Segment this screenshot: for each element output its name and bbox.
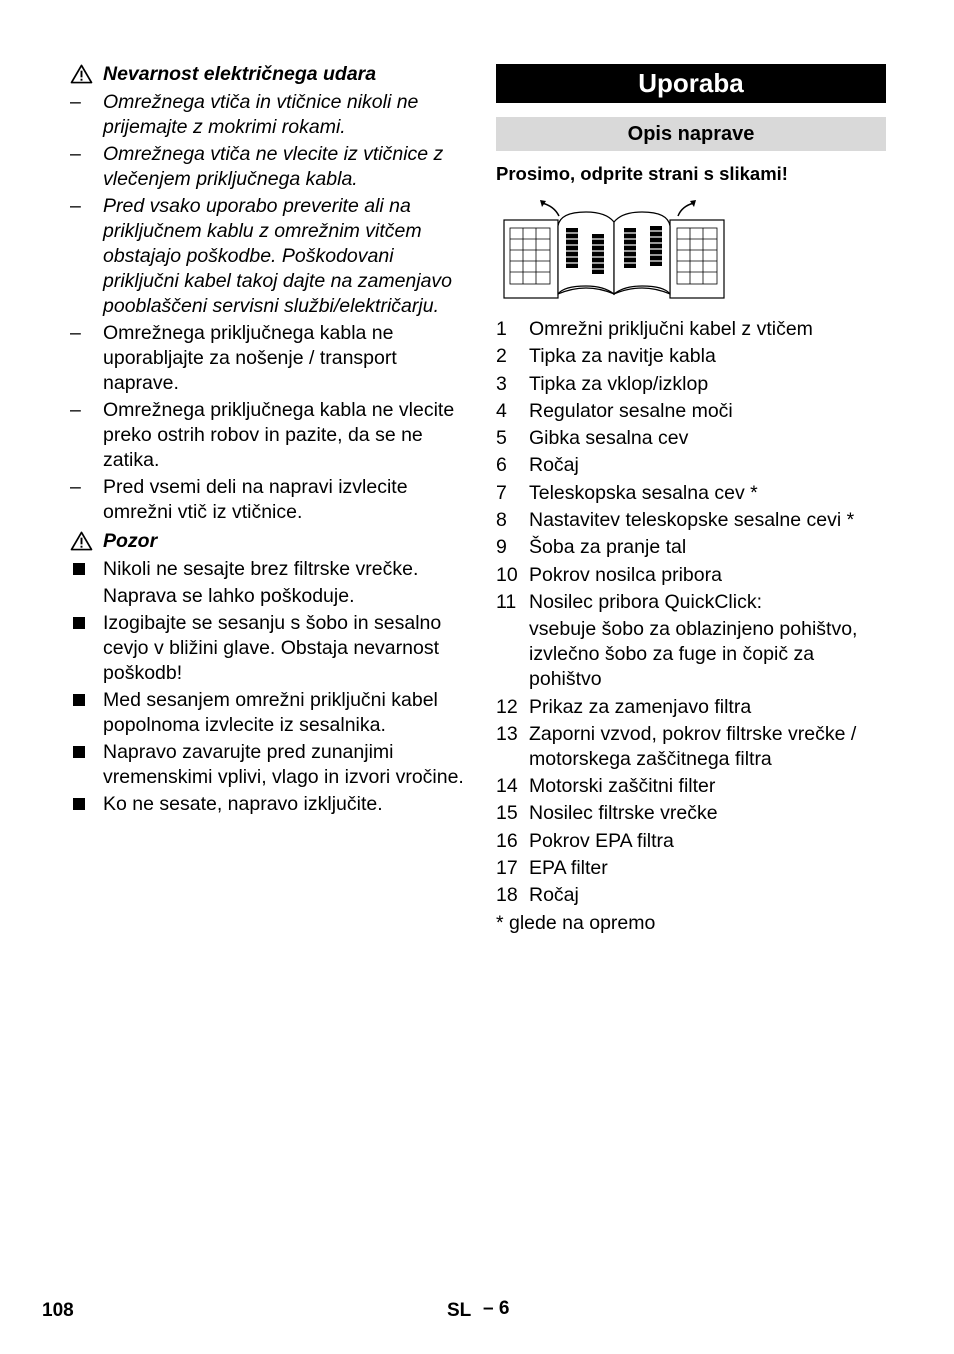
list-item: 15 Nosilec filtrske vrečke	[496, 802, 718, 825]
list-item: vsebuje šobo za oblazinjeno pohištvo, izvlečno šobo za fuge in čopič za pohištvo	[529, 618, 858, 691]
list-item: 8 Nastavitev teleskopske sesalne cevi *	[496, 509, 855, 532]
list-item: 4 Regulator sesalne moči	[496, 399, 733, 422]
warning-triangle-icon	[70, 64, 93, 84]
square-bullet-icon	[73, 798, 85, 810]
list-item: 10 Pokrov nosilca pribora	[496, 563, 722, 586]
danger-heading: Nevarnost električnega udara	[70, 60, 465, 88]
list-item: Ko ne sesate, napravo izključite.	[70, 792, 465, 817]
list-item: 13 Zaporni vzvod, pokrov filtrske vrečke / motorskega zaščitnega filtra	[496, 722, 857, 770]
list-item: 7 Teleskopska sesalna cev *	[496, 481, 758, 504]
left-column	[70, 60, 465, 819]
page-number: 108	[42, 1300, 74, 1321]
list-item: 2 Tipka za navitje kabla	[496, 345, 716, 368]
list-item: – Omrežnega priključnega kabla ne vlecite preko ostrih robov in pazite, da se ne zatika.	[70, 399, 455, 471]
list-item: Napravo zavarujte pred zunanjimi vremenskimi vplivi, vlago in izvori vročine.	[70, 740, 465, 790]
list-item: 9 Šoba za pranje tal	[496, 536, 687, 559]
warning-triangle-icon	[70, 531, 93, 551]
caution-heading: Pozor	[70, 527, 465, 555]
list-item: Nikoli ne sesajte brez filtrske vrečke. Naprava se lahko poškoduje.	[70, 557, 465, 609]
list-item: – Omrežnega priključnega kabla ne uporabljajte za nošenje / transport naprave.	[70, 322, 397, 394]
list-item: 5 Gibka sesalna cev	[496, 427, 689, 450]
list-item: 17 EPA filter	[496, 857, 608, 880]
list-item: 16 Pokrov EPA filtra	[496, 829, 674, 852]
list-item: 18 Ročaj	[496, 884, 579, 907]
list-item: 3 Tipka za vklop/izklop	[496, 372, 709, 395]
square-bullet-icon	[73, 694, 85, 706]
list-item: – Pred vsemi deli na napravi izvlecite omrežni vtič iz vtičnice.	[70, 476, 408, 523]
list-item: – Omrežnega vtiča ne vlecite iz vtičnice z vlečenjem priključnega kabla.	[70, 143, 444, 190]
list-item: – Pred vsako uporabo preverite ali na priključnem kablu z omrežnim vitčem obstajajo poškodbe. Poškodovani priključni kabel takoj dajte na zamenjavo pooblaščeni servisni službi/električarju.	[70, 195, 453, 317]
subsection-title: Opis naprave	[496, 117, 886, 151]
square-bullet-icon	[73, 617, 85, 629]
list-item: 14 Motorski zaščitni filter	[496, 775, 716, 798]
footnote: * glede na opremo	[496, 911, 656, 934]
language-code: SL	[447, 1300, 472, 1321]
list-item: 11 Nosilec pribora QuickClick:	[496, 590, 762, 613]
list-item: 1 Omrežni priključni kabel z vtičem	[496, 318, 813, 340]
square-bullet-icon	[73, 563, 85, 575]
list-item: Med sesanjem omrežni priključni kabel popolnoma izvlecite iz sesalnika.	[70, 688, 465, 738]
square-bullet-icon	[73, 746, 85, 758]
right-column	[496, 64, 886, 936]
open-book-illustration	[502, 198, 726, 306]
list-item: – Omrežnega vtiča in vtičnice nikoli ne prijemajte z mokrimi rokami.	[70, 91, 419, 138]
list-item: Izogibajte se sesanju s šobo in sesalno cevjo v bližini glave. Obstaja nevarnost poškodb!	[70, 611, 465, 686]
section-page-number: – 6	[483, 1298, 510, 1319]
parts-list	[496, 317, 886, 908]
section-title: Uporaba	[496, 64, 886, 103]
note: Prosimo, odprite strani s slikami!	[496, 163, 788, 184]
list-item: 6 Ročaj	[496, 454, 579, 477]
list-item: 12 Prikaz za zamenjavo filtra	[496, 695, 752, 718]
